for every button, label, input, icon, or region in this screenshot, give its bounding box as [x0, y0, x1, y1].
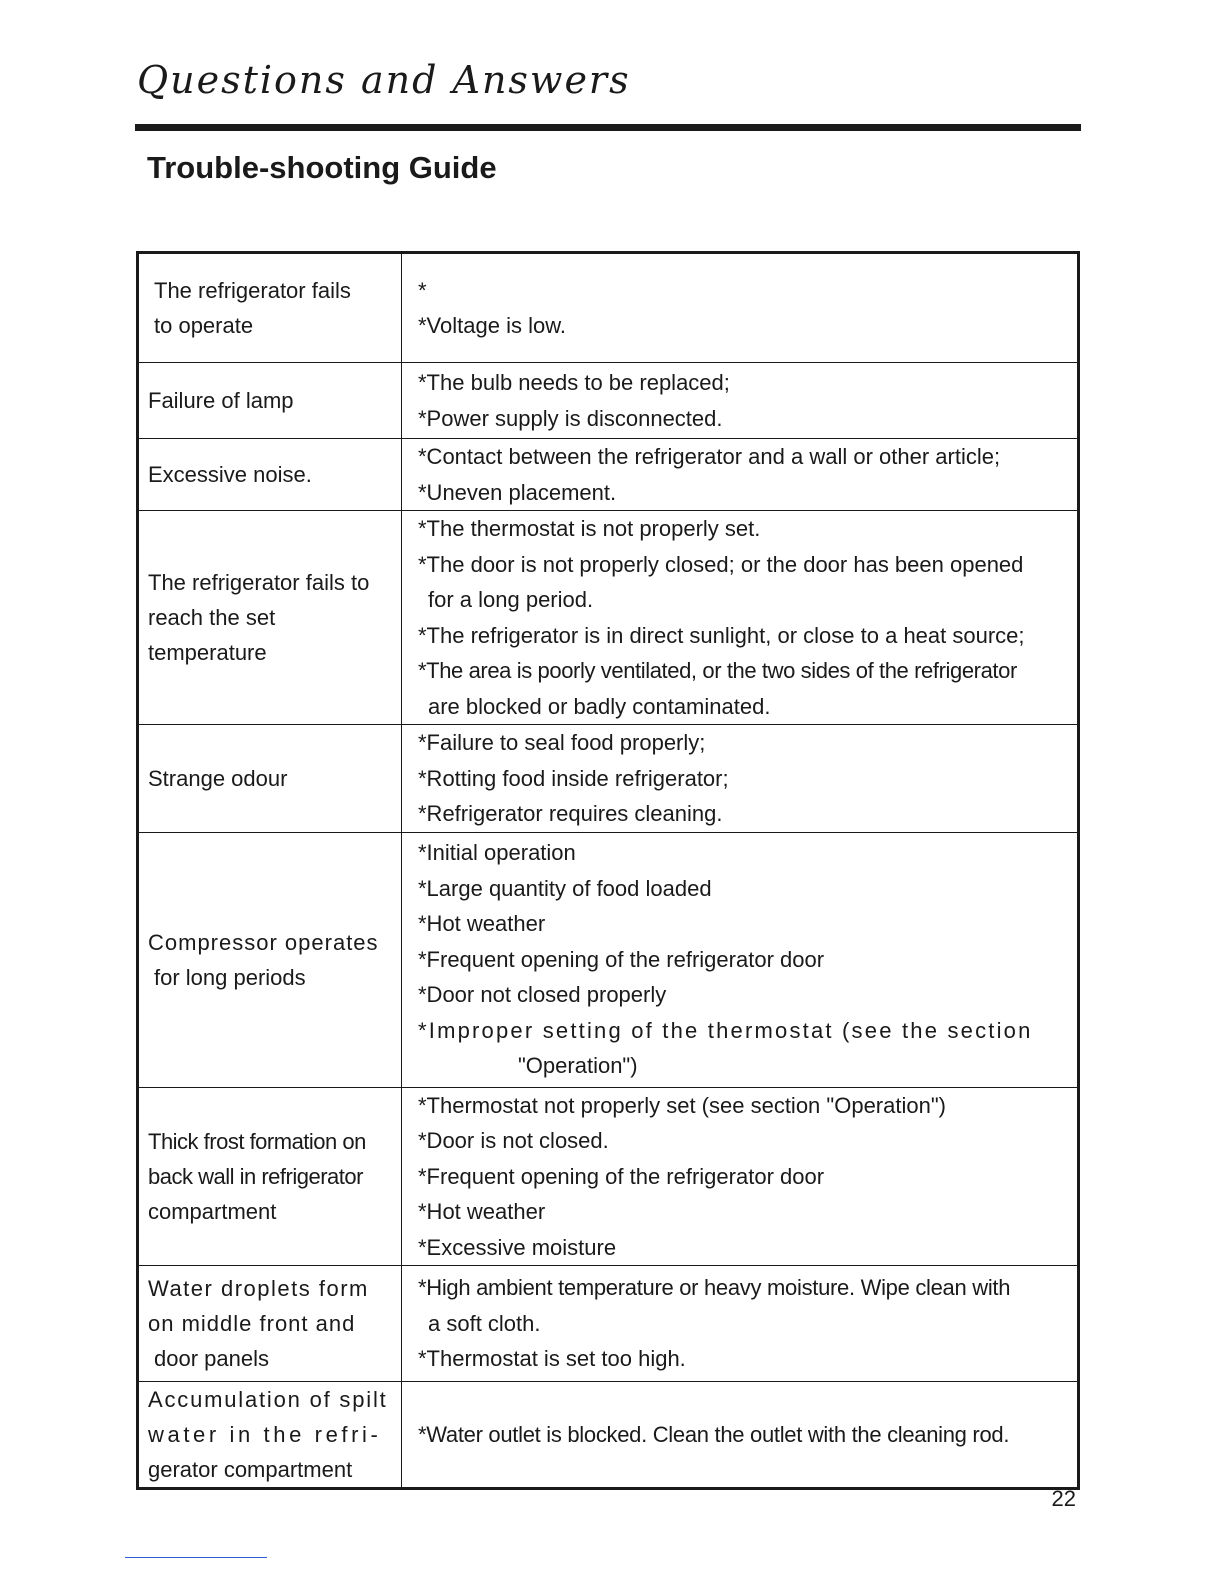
- problem-cell: [138, 1382, 402, 1489]
- problem-cell: [138, 725, 402, 833]
- problem-line: Failure of lamp: [148, 388, 294, 413]
- cause-line: *Excessive moisture: [418, 1234, 617, 1260]
- problem-cell: [138, 253, 402, 363]
- cause-line: for a long period.: [428, 587, 594, 612]
- problem-cell: [138, 832, 402, 1087]
- table-row: [138, 832, 1079, 1087]
- problem-line: Compressor operates: [148, 929, 379, 955]
- problem-cell: [138, 1087, 402, 1266]
- problem-line: door panels: [154, 1346, 269, 1371]
- problem-line: Thick frost formation on: [148, 1128, 366, 1154]
- problem-line: back wall in refrigerator: [148, 1163, 363, 1189]
- page-title: Questions and Answers: [137, 58, 631, 102]
- cause-line: *Initial operation: [418, 840, 576, 866]
- cause-line: *Hot weather: [418, 1199, 546, 1224]
- cause-line: *Uneven placement.: [418, 479, 617, 505]
- cause-line: a soft cloth.: [428, 1310, 541, 1336]
- cause-line: *Hot weather: [418, 911, 546, 937]
- cause-line: *The bulb needs to be replaced;: [418, 370, 730, 395]
- problem-line: Excessive noise.: [148, 462, 312, 487]
- cause-line: *Contact between the refrigerator and a wall or other article;: [418, 444, 1001, 469]
- section-heading: Trouble-shooting Guide: [147, 150, 497, 185]
- problem-line: temperature: [148, 640, 267, 665]
- table-row: [138, 439, 1079, 511]
- cause-line: *The area is poorly ventilated, or the two sides of the refrigerator: [418, 658, 1017, 683]
- problem-line: gerator compartment: [148, 1457, 353, 1482]
- table-row: [138, 1266, 1079, 1382]
- cause-line: *Door is not closed.: [418, 1128, 609, 1153]
- problem-line: to operate: [154, 313, 254, 338]
- problem-line: on middle front and: [148, 1311, 356, 1336]
- troubleshooting-table: [136, 251, 1080, 1490]
- cause-line: *Large quantity of food loaded: [418, 875, 712, 901]
- cause-line: *The door is not properly closed; or the door has been opened: [418, 551, 1024, 577]
- table-row: [138, 1087, 1079, 1266]
- problem-line: The refrigerator fails: [154, 278, 351, 303]
- problem-cell: [138, 439, 402, 511]
- cause-line: *Improper setting of the thermostat (see the section: [418, 1017, 1033, 1043]
- problem-cell: [138, 511, 402, 725]
- cause-cell: [402, 1382, 1079, 1489]
- cause-line: *High ambient temperature or heavy moisture. Wipe clean with: [418, 1275, 1011, 1301]
- page-number: 22: [1051, 1486, 1076, 1511]
- cause-line: *Frequent opening of the refrigerator door: [418, 946, 825, 972]
- problem-line: The refrigerator fails to: [148, 570, 370, 595]
- problem-cell: [138, 1266, 402, 1382]
- cause-cell: [402, 253, 1079, 363]
- cause-cell: [402, 1266, 1079, 1382]
- cause-line: *The refrigerator is in direct sunlight, or close to a heat source;: [418, 622, 1025, 648]
- cause-line: *The thermostat is not properly set.: [418, 516, 761, 541]
- cause-line: *Door not closed properly: [418, 982, 667, 1008]
- cause-cell: [402, 439, 1079, 511]
- problem-line: Strange odour: [148, 765, 288, 791]
- cause-line: *: [418, 277, 427, 303]
- table-row: [138, 253, 1079, 363]
- problem-line: for long periods: [154, 964, 306, 990]
- title-rule: [135, 124, 1081, 131]
- cause-cell: [402, 363, 1079, 439]
- table-row: [138, 363, 1079, 439]
- problem-line: water in the refri-: [148, 1422, 382, 1447]
- cause-line: *Thermostat not properly set (see section "Operation"): [418, 1092, 946, 1118]
- cause-cell: [402, 1087, 1079, 1266]
- cause-cell: [402, 725, 1079, 833]
- cause-line: are blocked or badly contaminated.: [428, 693, 771, 719]
- cause-line: *Water outlet is blocked. Clean the outlet with the cleaning rod.: [418, 1421, 1010, 1447]
- cause-line: *Power supply is disconnected.: [418, 405, 723, 431]
- problem-line: Accumulation of spilt: [148, 1387, 388, 1412]
- problem-cell: [138, 363, 402, 439]
- problem-line: compartment: [148, 1198, 277, 1224]
- table-row: [138, 725, 1079, 833]
- problem-line: reach the set: [148, 605, 276, 630]
- cause-line: *Refrigerator requires cleaning.: [418, 801, 723, 826]
- cause-line: "Operation"): [518, 1053, 638, 1079]
- table-row: [138, 1382, 1079, 1489]
- table-row: [138, 511, 1079, 725]
- cause-line: *Voltage is low.: [418, 313, 566, 338]
- cause-cell: [402, 832, 1079, 1087]
- cause-line: *Thermostat is set too high.: [418, 1346, 686, 1372]
- cause-cell: [402, 511, 1079, 725]
- cause-line: *Frequent opening of the refrigerator door: [418, 1163, 825, 1189]
- cause-line: *Rotting food inside refrigerator;: [418, 765, 729, 791]
- problem-line: Water droplets form: [148, 1276, 369, 1301]
- footer-link-underline: [125, 1557, 267, 1558]
- cause-line: *Failure to seal food properly;: [418, 730, 706, 755]
